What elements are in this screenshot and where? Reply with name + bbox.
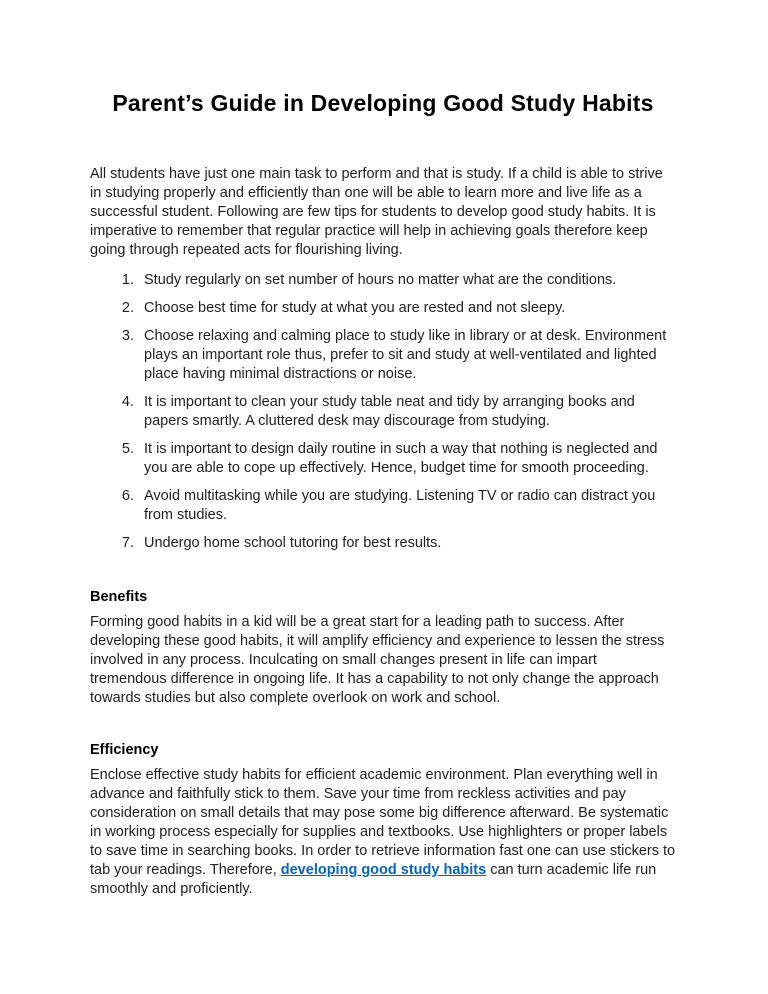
page-title: Parent’s Guide in Developing Good Study Habits (112, 90, 654, 116)
benefits-heading: Benefits (90, 589, 148, 605)
efficiency-paragraph (90, 766, 676, 899)
tips-list-item: 5. It is important to design daily routine in such a way that nothing is neglected and you are able to cope up effectively. Hence, budget time for smooth proceeding. (138, 440, 676, 478)
tips-list-item: 1. Study regularly on set number of hours no matter what are the conditions. (138, 271, 676, 290)
study-habits-link[interactable]: developing good study habits (280, 862, 487, 878)
tips-list-item: 7. Undergo home school tutoring for best results. (138, 534, 676, 553)
efficiency-text-after-link: can turn academic life run smoothly and proficiently. (90, 862, 657, 897)
tips-list (90, 271, 676, 553)
tips-list-item: 4. It is important to clean your study table neat and tidy by arranging books and papers smartly. A cluttered desk may discourage from studying. (138, 393, 676, 431)
efficiency-text-before-link: Enclose effective study habits for efficient academic environment. Plan everything well in advance and faithfully stick to them. Save your time from reckless activities and pay consideration on small details that may pose some big difference afterward. Be systematic in working process especially for supplies and textbooks. Use highlighters or proper labels to save time in searching books. In order to retrieve information fast one can use stickers to tab your readings. Therefore, (90, 767, 676, 878)
intro-paragraph: All students have just one main task to perform and that is study. If a child is able to strive in studying properly and efficiently than one will be able to learn more and live life as a successful student. Following are few tips for students to develop good study habits. It is imperative to remember that regular practice will help in achieving goals therefore keep going through repeated acts for flourishing living. (90, 166, 663, 258)
efficiency-heading: Efficiency (90, 742, 159, 758)
tips-list-item: 3. Choose relaxing and calming place to study like in library or at desk. Environment plays an important role thus, prefer to sit and study at well-ventilated and lighted place having minimal distractions or noise. (138, 327, 676, 384)
tips-list-item: 6. Avoid multitasking while you are studying. Listening TV or radio can distract you from studies. (138, 487, 676, 525)
tips-list-item: 2. Choose best time for study at what you are rested and not sleepy. (138, 299, 676, 318)
benefits-paragraph: Forming good habits in a kid will be a great start for a leading path to success. After developing these good habits, it will amplify efficiency and experience to lessen the stress involved in any process. Inculcating on small changes present in life can impart tremendous difference in ongoing life. It has a capability to not only change the approach towards studies but also complete overlook on work and school. (90, 614, 665, 706)
